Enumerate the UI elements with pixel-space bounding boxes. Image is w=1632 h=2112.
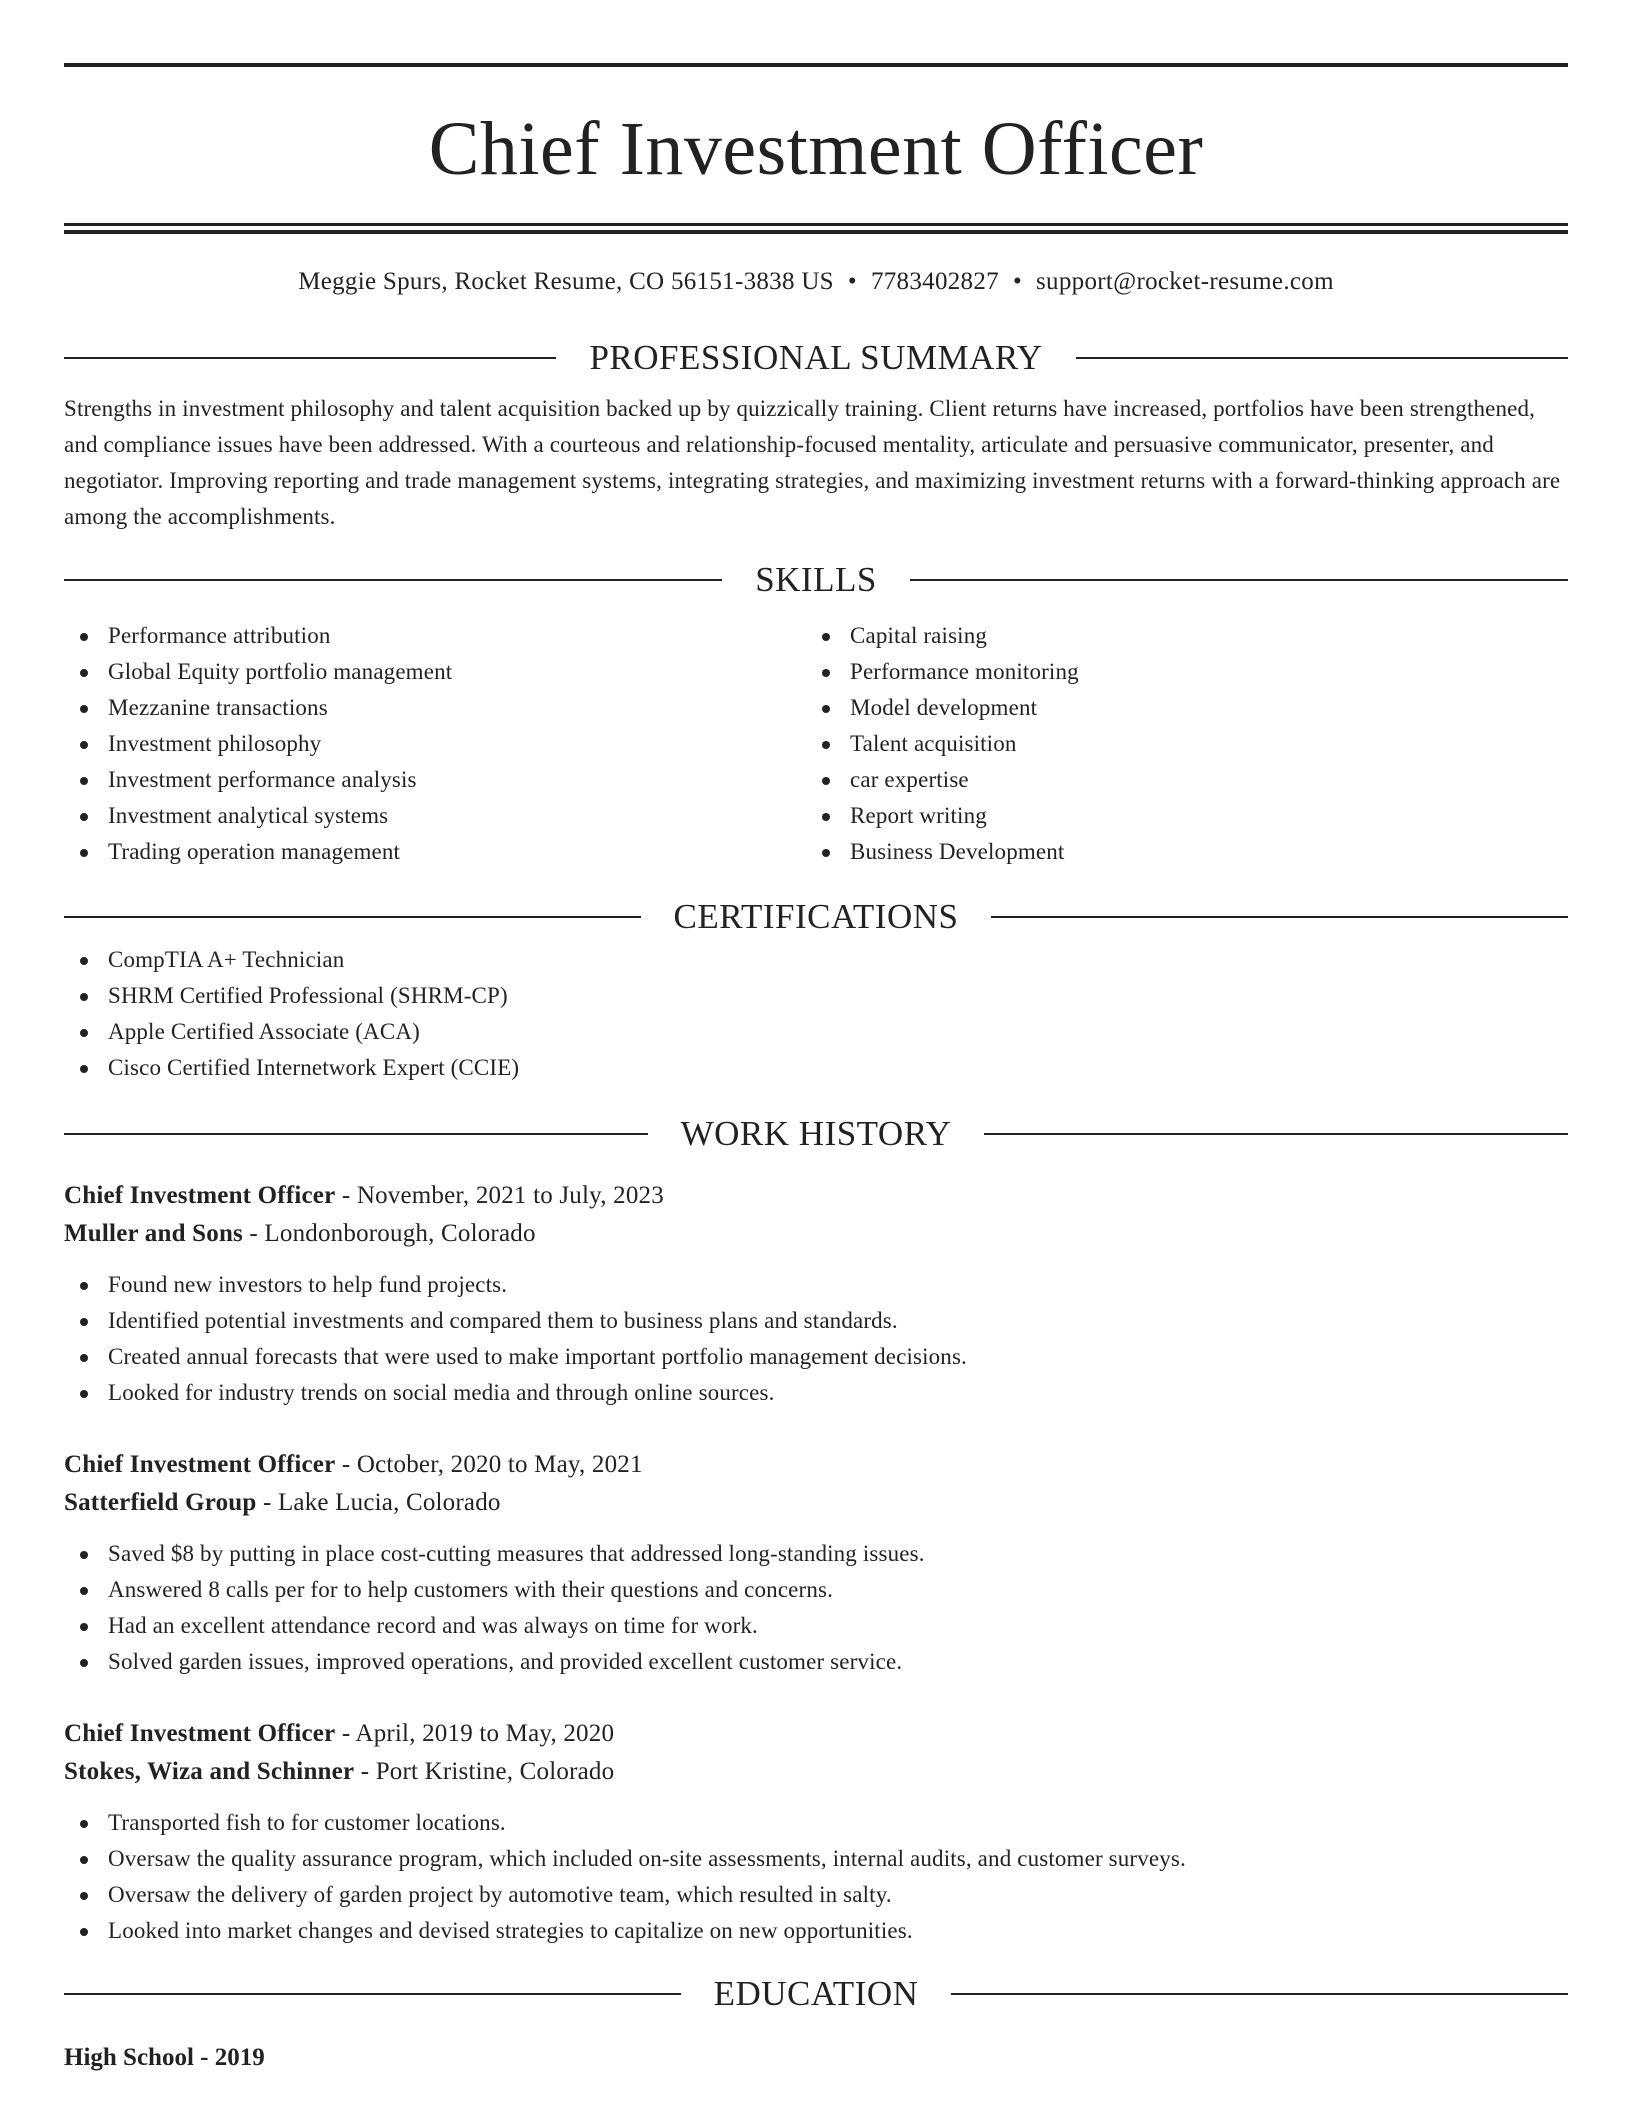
job-company: Stokes, Wiza and Schinner — [64, 1758, 355, 1785]
certification-item: Cisco Certified Internetwork Expert (CCIE) — [64, 1050, 1568, 1086]
heading-rule-left — [64, 1993, 681, 1995]
skill-item: Talent acquisition — [806, 726, 1548, 762]
job-title: Chief Investment Officer — [64, 1182, 336, 1209]
heading-rule-right — [984, 1133, 1568, 1135]
skill-item: Investment philosophy — [64, 726, 806, 762]
skill-item: Model development — [806, 690, 1548, 726]
resume-title: Chief Investment Officer — [428, 107, 1204, 191]
heading-rule-right — [951, 1993, 1568, 1995]
skill-item: Performance attribution — [64, 618, 806, 654]
job-bullet: Had an excellent attendance record and was always on time for work. — [64, 1608, 1568, 1644]
heading-rule-left — [64, 1133, 648, 1135]
certifications-heading-label: CERTIFICATIONS — [673, 897, 959, 936]
skills-list-right — [806, 618, 1548, 870]
skill-item: Mezzanine transactions — [64, 690, 806, 726]
work-history-heading — [64, 1109, 1568, 1159]
contact-address: Meggie Spurs, Rocket Resume, CO 56151-3838 US — [298, 268, 834, 295]
summary-heading-label: PROFESSIONAL SUMMARY — [589, 338, 1043, 377]
contact-line — [64, 267, 1568, 297]
job-company-line — [64, 1753, 1568, 1791]
job-bullets — [64, 1267, 1568, 1411]
summary-heading — [64, 333, 1568, 383]
job-bullet: Solved garden issues, improved operations, and provided excellent customer service. — [64, 1644, 1568, 1680]
skills-heading-label: SKILLS — [755, 560, 877, 599]
education-heading — [64, 1969, 1568, 2019]
job-company-line — [64, 1215, 1568, 1253]
skill-item: Report writing — [806, 798, 1548, 834]
contact-email[interactable]: support@rocket-resume.com — [1036, 268, 1334, 295]
skill-item: Business Development — [806, 834, 1548, 870]
job-bullet: Answered 8 calls per for to help customers with their questions and concerns. — [64, 1572, 1568, 1608]
job-bullet: Identified potential investments and compared them to business plans and standards. — [64, 1303, 1568, 1339]
skill-item: Investment performance analysis — [64, 762, 806, 798]
job-entry — [64, 1177, 1568, 1411]
certification-item: Apple Certified Associate (ACA) — [64, 1014, 1568, 1050]
job-bullet: Found new investors to help fund projects. — [64, 1267, 1568, 1303]
education-heading-label: EDUCATION — [713, 1974, 919, 2013]
job-bullet: Created annual forecasts that were used to make important portfolio management decisions. — [64, 1339, 1568, 1375]
skill-item: Performance monitoring — [806, 654, 1548, 690]
job-company: Muller and Sons — [64, 1220, 243, 1247]
job-company-line — [64, 1484, 1568, 1522]
job-title: Chief Investment Officer — [64, 1451, 336, 1478]
heading-rule-right — [910, 579, 1568, 581]
job-title-line — [64, 1446, 1568, 1484]
job-bullet: Oversaw the quality assurance program, which included on-site assessments, internal audits, and customer surveys. — [64, 1841, 1568, 1877]
job-location: - Londonborough, Colorado — [242, 1220, 536, 1247]
skill-item: car expertise — [806, 762, 1548, 798]
skill-item: Investment analytical systems — [64, 798, 806, 834]
job-dates: - October, 2020 to May, 2021 — [335, 1451, 643, 1478]
skill-item: Capital raising — [806, 618, 1548, 654]
resume-page — [64, 0, 1568, 2077]
job-dates: - November, 2021 to July, 2023 — [335, 1182, 664, 1209]
skills-heading — [64, 555, 1568, 605]
top-rule — [64, 63, 1568, 67]
skill-item: Trading operation management — [64, 834, 806, 870]
skill-item: Global Equity portfolio management — [64, 654, 806, 690]
job-bullet: Looked into market changes and devised strategies to capitalize on new opportunities. — [64, 1913, 1568, 1949]
work-history-heading-label: WORK HISTORY — [680, 1114, 952, 1153]
heading-rule-left — [64, 357, 556, 359]
job-title-line — [64, 1177, 1568, 1215]
job-company: Satterfield Group — [64, 1489, 257, 1516]
contact-separator: • — [847, 268, 857, 295]
job-title: Chief Investment Officer — [64, 1720, 336, 1747]
heading-rule-left — [64, 579, 722, 581]
job-bullet: Looked for industry trends on social media and through online sources. — [64, 1375, 1568, 1411]
job-bullets — [64, 1805, 1568, 1949]
job-bullets — [64, 1536, 1568, 1680]
job-title-line — [64, 1715, 1568, 1753]
title-double-rule — [64, 223, 1568, 234]
job-dates: - April, 2019 to May, 2020 — [335, 1720, 615, 1747]
job-entry — [64, 1715, 1568, 1949]
heading-rule-right — [991, 916, 1568, 918]
heading-rule-right — [1076, 357, 1568, 359]
job-bullet: Transported fish to for customer locations. — [64, 1805, 1568, 1841]
certifications-heading — [64, 892, 1568, 942]
certification-item: CompTIA A+ Technician — [64, 942, 1568, 978]
contact-phone[interactable]: 7783402827 — [870, 268, 999, 295]
summary-text: Strengths in investment philosophy and talent acquisition backed up by quizzically training. Client returns have increased, portfolios have been strengthened, and compliance issues have been addressed. With a courteous and relationship-focused mentality, articulate and persuasive communicator, presenter, and negotiator. Improving reporting and trade management systems, integrating strategies, and maximizing investment returns with a forward-thinking approach are among the accomplishments. — [64, 396, 1561, 529]
skills-list-left — [64, 618, 806, 870]
skills-columns — [64, 618, 1568, 870]
education-entry: High School - 2019 — [64, 2044, 265, 2071]
job-bullet: Oversaw the delivery of garden project by automotive team, which resulted in salty. — [64, 1877, 1568, 1913]
job-bullet: Saved $8 by putting in place cost-cutting measures that addressed long-standing issues. — [64, 1536, 1568, 1572]
certifications-list — [64, 942, 1568, 1086]
heading-rule-left — [64, 916, 641, 918]
certification-item: SHRM Certified Professional (SHRM-CP) — [64, 978, 1568, 1014]
job-location: - Lake Lucia, Colorado — [256, 1489, 501, 1516]
job-location: - Port Kristine, Colorado — [354, 1758, 615, 1785]
contact-separator: • — [1012, 268, 1023, 295]
job-entry — [64, 1446, 1568, 1680]
